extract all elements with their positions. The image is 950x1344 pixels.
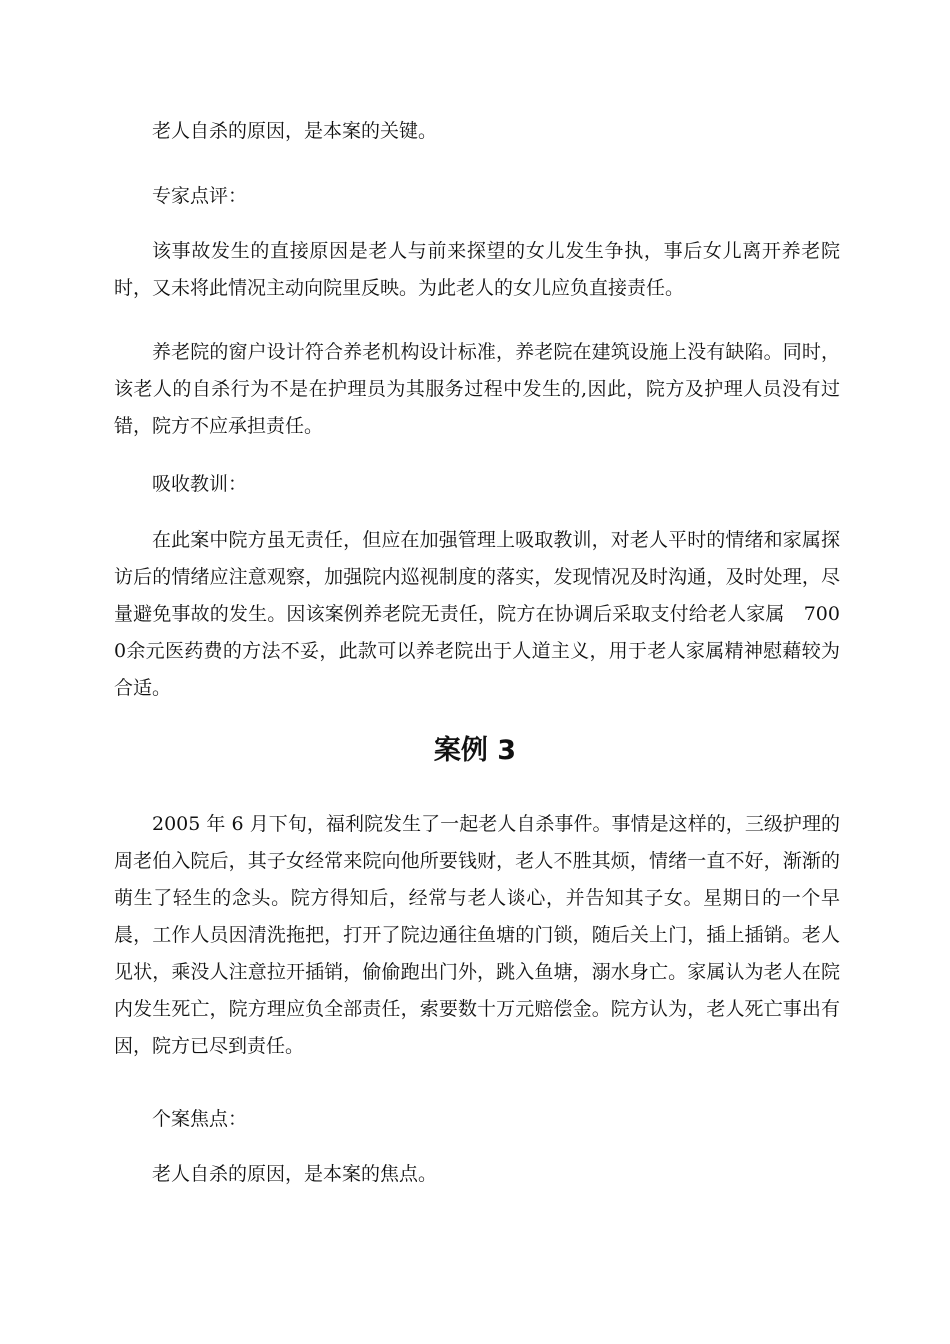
paragraph-lessons: 在此案中院方虽无责任，但应在加强管理上吸取教训，对老人平时的情绪和家属探访后的情绪应注意观察，加强院内巡视制度的落实，发现情况及时沟通，及时处理，尽量避免事故的发生。因该案例养老院无责任，院方在协调后采取支付给老人家属 7000余元医药费的方法不妥，此款可以养老院出于人道主义，用于老人家属精神慰藉较为合适。 (114, 529, 840, 699)
paragraph-key-cause: 老人自杀的原因，是本案的关键。 (152, 120, 438, 142)
paragraph-lessons-label: 吸收教训： (152, 473, 248, 495)
paragraph-expert-comment-label: 专家点评： (152, 185, 248, 207)
paragraph-no-liability: 养老院的窗户设计符合养老机构设计标准，养老院在建筑设施上没有缺陷。同时，该老人的自杀行为不是在护理员为其服务过程中发生的,因此，院方及护理人员没有过错，院方不应承担责任。 (114, 341, 840, 437)
paragraph-case-focus: 老人自杀的原因，是本案的焦点。 (152, 1163, 438, 1185)
paragraph-case-focus-label: 个案焦点： (152, 1108, 248, 1130)
section-heading-case-3: 案例 3 (433, 735, 517, 766)
paragraph-case-3-narrative: 2005 年 6 月下旬，福利院发生了一起老人自杀事件。事情是这样的，三级护理的周老伯入院后，其子女经常来院向他所要钱财，老人不胜其烦，情绪一直不好，渐渐的萌生了轻生的念头。院方得知后，经常与老人谈心，并告知其子女。星期日的一个早晨，工作人员因清洗拖把，打开了院边通往鱼塘的门锁，随后关上门，插上插销。老人见状，乘没人注意拉开插销，偷偷跑出门外，跳入鱼塘，溺水身亡。家属认为老人在院内发生死亡，院方理应负全部责任，索要数十万元赔偿金。院方认为，老人死亡事出有因，院方已尽到责任。 (114, 813, 840, 1057)
paragraph-direct-cause: 该事故发生的直接原因是老人与前来探望的女儿发生争执，事后女儿离开养老院时，又未将此情况主动向院里反映。为此老人的女儿应负直接责任。 (114, 240, 840, 299)
